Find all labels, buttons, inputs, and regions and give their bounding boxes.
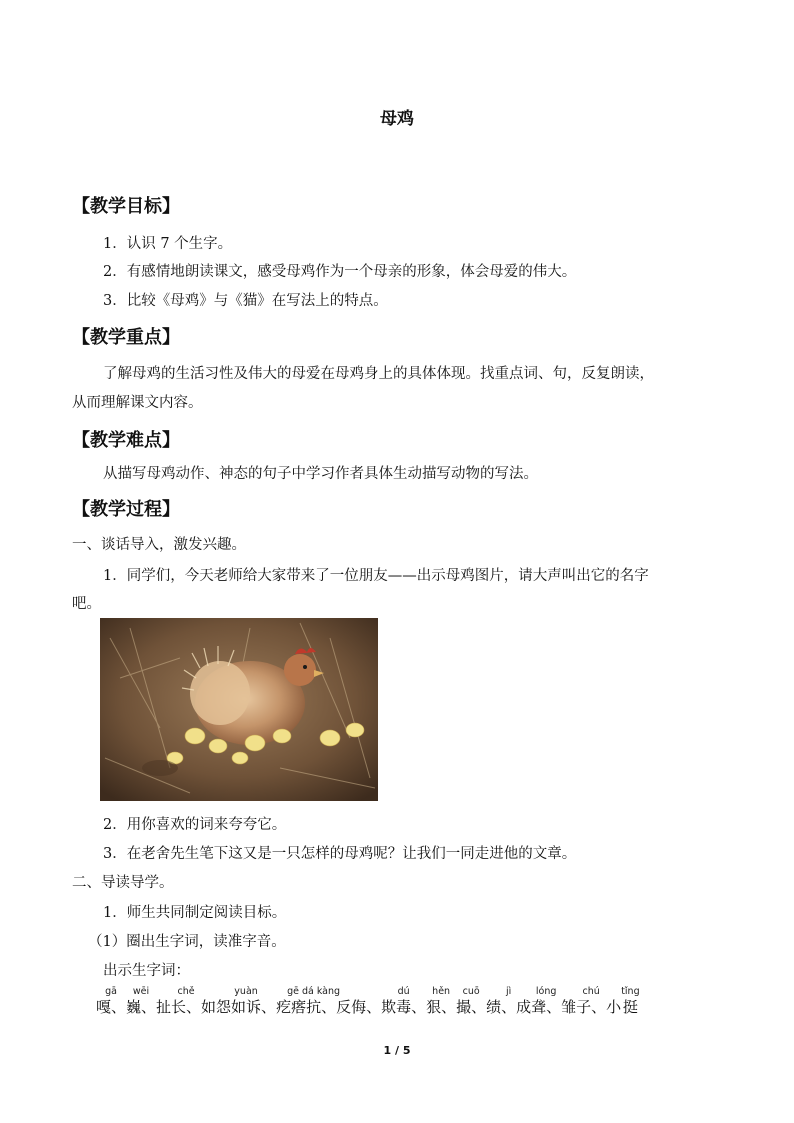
part1-item1-line2: 吧。	[72, 596, 101, 612]
section-heading-process: 【教学过程】	[72, 499, 180, 520]
part1-item3: 3．在老舍先生笔下这又是一只怎样的母鸡呢？让我们一同走进他的文章。	[103, 846, 577, 862]
section-heading-key: 【教学重点】	[72, 327, 180, 348]
vocab-word: jì 绩、成	[486, 986, 532, 1016]
vocab-word: yuàn 怨如诉、	[216, 986, 277, 1016]
goal-1: 1．认识 7 个生字。	[103, 236, 233, 252]
part1-item2: 2．用你喜欢的词来夸夸它。	[103, 817, 287, 833]
page-number: 1 / 5	[383, 1044, 411, 1057]
vocab-word: gā 嘎、	[96, 986, 127, 1016]
part2-sub1: （1）圈出生字词，读准字音。	[88, 934, 286, 950]
vocab-word: dú 欺毒、	[381, 986, 427, 1016]
section-heading-goals: 【教学目标】	[72, 196, 180, 217]
vocab-word: 侮、	[351, 998, 382, 1016]
section-heading-difficult: 【教学难点】	[72, 430, 180, 451]
vocab-word: gē dá kàng 疙瘩抗、反	[276, 986, 352, 1016]
key-line-2: 从而理解课文内容。	[72, 395, 203, 411]
goal-2: 2．有感情地朗读课文，感受母鸡作为一个母亲的形象，体会母爱的伟大。	[103, 264, 577, 280]
part2-title: 二、导读导学。	[72, 875, 174, 891]
vocab-word: chú 雏子、小	[561, 986, 622, 1016]
part1-item1-line1: 1．同学们，今天老师给大家带来了一位朋友——出示母鸡图片，请大声叫出它的名字	[103, 568, 649, 584]
page-title: 母鸡	[380, 109, 414, 129]
vocab-word: chě 扯长、如	[156, 986, 217, 1016]
part2-show-vocab: 出示生字词：	[103, 963, 190, 979]
hen-photo-illustration	[100, 618, 378, 801]
vocab-word: hěn 狠、	[426, 986, 457, 1016]
part1-title: 一、谈话导入，激发兴趣。	[72, 537, 246, 553]
key-line-1: 了解母鸡的生活习性及伟大的母爱在母鸡身上的具体体现。找重点词、句，反复朗读，	[103, 366, 654, 382]
vocab-word: wēi 巍、	[126, 986, 157, 1016]
vocab-word: lóng 聋、	[531, 986, 562, 1016]
vocab-word: tǐng 挺	[621, 986, 640, 1016]
goal-3: 3．比较《母鸡》与《猫》在写法上的特点。	[103, 293, 388, 309]
hen-and-chicks-photo	[100, 618, 378, 801]
vocab-word: cuō 撮、	[456, 986, 487, 1016]
difficult-line: 从描写母鸡动作、神态的句子中学习作者具体生动描写动物的写法。	[103, 466, 538, 482]
vocab-pinyin-row	[96, 986, 640, 1022]
part2-item1: 1．师生共同制定阅读目标。	[103, 905, 287, 921]
